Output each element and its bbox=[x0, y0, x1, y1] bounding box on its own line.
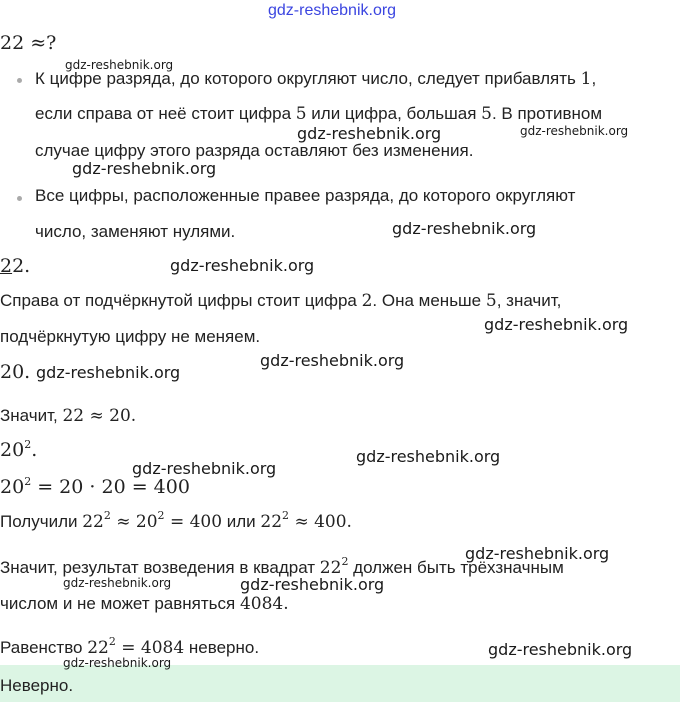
square-expression bbox=[0, 439, 37, 461]
math-text: ≈ 400. bbox=[289, 512, 352, 532]
rule-1-line-3: случае цифру этого разряда оставляют без изменения. bbox=[35, 141, 474, 160]
math-text: = 4084 bbox=[115, 638, 185, 658]
step-text: неверно. bbox=[184, 638, 260, 657]
step-text: должен быть трёхзначным bbox=[348, 558, 564, 577]
square-calculation bbox=[0, 476, 190, 498]
math-base: 22 bbox=[82, 512, 104, 532]
rule-1-line-2 bbox=[35, 104, 602, 124]
watermark: gdz-reshebnik.org bbox=[484, 315, 629, 334]
question-expression bbox=[0, 32, 56, 55]
step-text: Получили bbox=[0, 512, 83, 531]
rule-number: 5 bbox=[481, 104, 492, 124]
equality-verdict bbox=[0, 635, 260, 658]
watermark: gdz-reshebnik.org bbox=[392, 219, 537, 238]
step-text: или bbox=[222, 512, 261, 531]
rule-2-line-2: число, заменяют нулями. bbox=[35, 222, 236, 241]
math-text: = 20 · 20 = 400 bbox=[31, 476, 190, 498]
math-base: 20 bbox=[0, 476, 25, 498]
math-base: 22 bbox=[87, 638, 109, 658]
watermark: gdz-reshebnik.org bbox=[520, 124, 629, 138]
watermark: gdz-reshebnik.org bbox=[65, 58, 174, 72]
bullet-dot bbox=[17, 196, 22, 201]
watermark: gdz-reshebnik.org bbox=[297, 124, 442, 143]
watermark: gdz-reshebnik.org bbox=[240, 575, 385, 594]
step-text: , значит, bbox=[496, 291, 562, 310]
remaining-digit: 2. bbox=[12, 255, 31, 277]
math-text: ≈ 20 bbox=[110, 512, 158, 532]
rule-text: или цифра, большая bbox=[306, 104, 482, 123]
result-line bbox=[0, 509, 352, 532]
watermark: gdz-reshebnik.org bbox=[260, 351, 405, 370]
conclusion-line-2 bbox=[0, 594, 289, 614]
watermark-top[interactable]: gdz-reshebnik.org bbox=[268, 2, 397, 19]
watermark: gdz-reshebnik.org bbox=[356, 447, 501, 466]
step-number: 4084. bbox=[239, 594, 289, 614]
step-1-line-1 bbox=[0, 291, 561, 311]
step-text: числом и не может равняться bbox=[0, 594, 240, 613]
watermark: gdz-reshebnik.org bbox=[63, 656, 172, 670]
underlined-number bbox=[0, 255, 30, 277]
question-number: 22 bbox=[0, 32, 25, 54]
math-exponent: 2 bbox=[24, 475, 32, 488]
watermark: gdz-reshebnik.org bbox=[63, 576, 172, 590]
question-approx: ≈? bbox=[24, 32, 57, 54]
math-exponent: 2 bbox=[24, 438, 32, 451]
watermark: gdz-reshebnik.org bbox=[72, 159, 217, 178]
rule-text: . В противном bbox=[491, 104, 603, 123]
rule-number: 5 bbox=[295, 104, 307, 124]
math-exponent: 2 bbox=[108, 635, 116, 648]
math-base: 22 bbox=[260, 512, 283, 532]
watermark: gdz-reshebnik.org bbox=[488, 640, 633, 659]
conclusion-rounding bbox=[0, 406, 136, 426]
math-text: . bbox=[31, 439, 38, 461]
watermark: gdz-reshebnik.org bbox=[132, 459, 277, 478]
watermark: gdz-reshebnik.org bbox=[465, 544, 610, 563]
underlined-digit: 2 bbox=[0, 255, 13, 277]
answer-bar bbox=[0, 665, 680, 702]
step-1-line-2: подчёркнутую цифру не меняем. bbox=[0, 327, 261, 346]
math-exponent: 2 bbox=[157, 509, 165, 522]
rule-1-line-1 bbox=[35, 69, 596, 89]
step-text: Значит, bbox=[0, 406, 63, 425]
rule-text: К цифре разряда, до которого округляют число, следует прибавлять bbox=[35, 69, 581, 88]
step-text: . Она меньше bbox=[372, 291, 486, 310]
bullet-dot bbox=[17, 78, 22, 83]
step-math: 22 ≈ 20. bbox=[62, 406, 137, 426]
math-base: 20 bbox=[0, 439, 25, 461]
answer-text: Неверно. bbox=[0, 676, 74, 695]
step-text: Равенство bbox=[0, 638, 88, 657]
rule-number: 1 bbox=[580, 69, 592, 89]
step-number: 2 bbox=[361, 291, 373, 311]
math-base: 22 bbox=[319, 558, 342, 578]
step-text: Значит, результат возведения в квадрат bbox=[0, 558, 320, 577]
math-text: = 400 bbox=[164, 512, 223, 532]
rule-text: если справа от неё стоит цифра bbox=[35, 104, 296, 123]
step-text: Справа от подчёркнутой цифры стоит цифра bbox=[0, 291, 362, 310]
step-number: 5 bbox=[485, 291, 497, 311]
watermark: gdz-reshebnik.org bbox=[170, 256, 315, 275]
math-exponent: 2 bbox=[341, 555, 349, 568]
math-exponent: 2 bbox=[282, 509, 290, 522]
math-exponent: 2 bbox=[103, 509, 111, 522]
watermark: gdz-reshebnik.org bbox=[36, 363, 181, 382]
rule-text: , bbox=[591, 69, 597, 88]
rounded-value: 20. bbox=[0, 361, 31, 383]
rule-2-line-1: Все цифры, расположенные правее разряда, до которого округляют bbox=[35, 186, 576, 205]
